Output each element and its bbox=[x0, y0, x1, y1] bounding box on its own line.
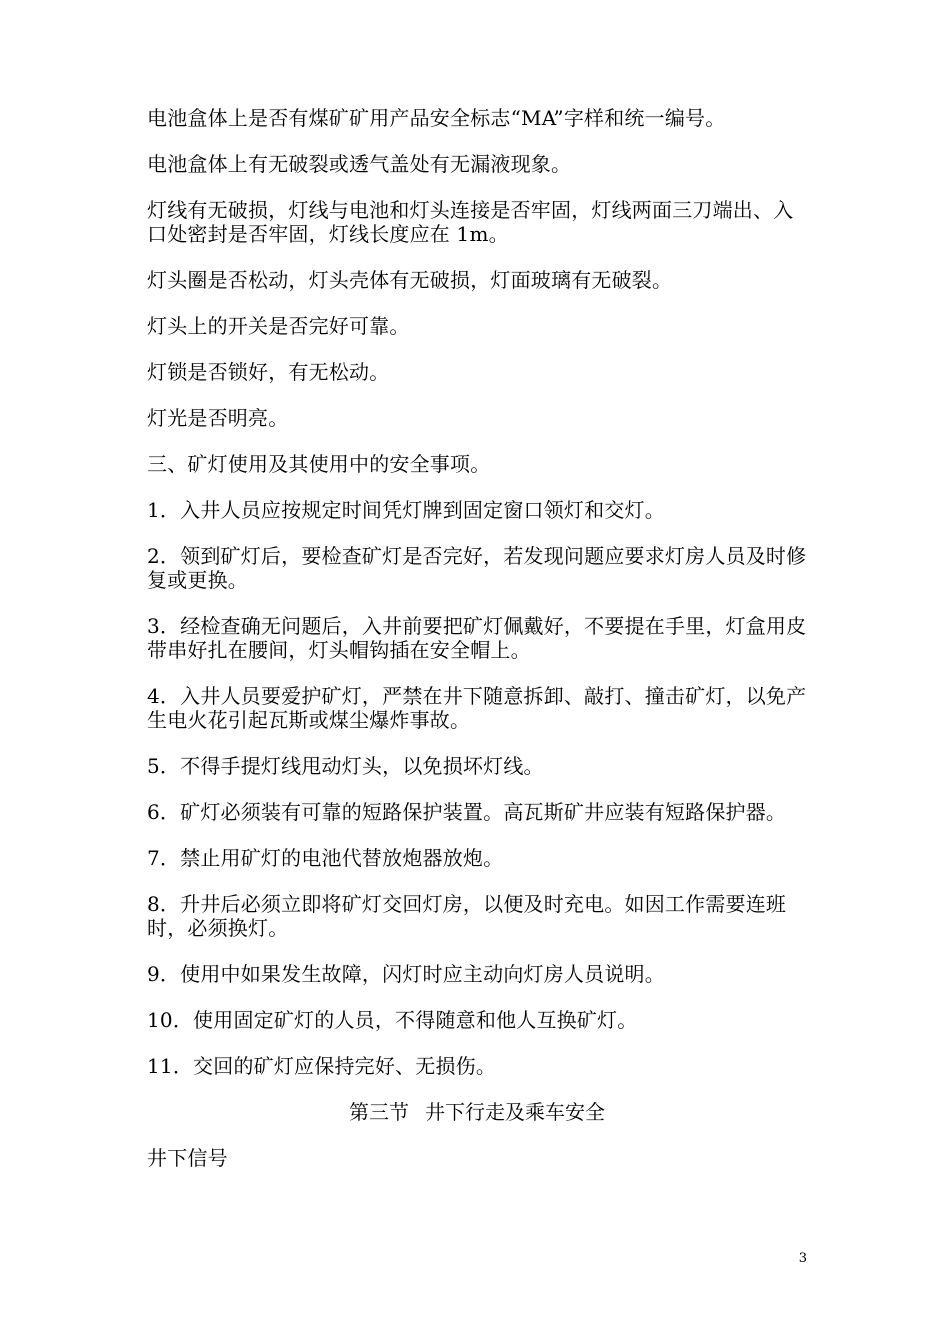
page-number: 3 bbox=[798, 1251, 807, 1266]
list-item-5: 5．不得手提灯线甩动灯头，以免损坏灯线。 bbox=[147, 754, 544, 778]
list-item-8: 8．升井后必须立即将矿灯交回灯房，以便及时充电。如因工作需要连班时，必须换灯。 bbox=[147, 892, 787, 940]
paragraph-underground-signal: 井下信号 bbox=[147, 1146, 228, 1170]
paragraph-lamp-head-ring: 灯头圈是否松动，灯头壳体有无破损，灯面玻璃有无破裂。 bbox=[147, 268, 673, 292]
list-item-1: 1．入井人员应按规定时间凭灯牌到固定窗口领灯和交灯。 bbox=[147, 498, 665, 522]
list-item-7: 7．禁止用矿灯的电池代替放炮器放炮。 bbox=[147, 846, 504, 870]
paragraph-battery-case: 电池盒体上有无破裂或透气盖处有无漏液现象。 bbox=[147, 152, 572, 176]
paragraph-lamp-cord: 灯线有无破损，灯线与电池和灯头连接是否牢固，灯线两面三刀端出、入口处密封是否牢固，灯线长度应在 1m。 bbox=[147, 198, 794, 246]
paragraph-lamp-light: 灯光是否明亮。 bbox=[147, 406, 289, 430]
paragraph-switch: 灯头上的开关是否完好可靠。 bbox=[147, 314, 410, 338]
section-heading-number: 第三节 bbox=[349, 1100, 409, 1124]
section-heading bbox=[147, 1100, 807, 1124]
paragraph-ma-mark: 电池盒体上是否有煤矿矿用产品安全标志“MA”字样和统一编号。 bbox=[147, 106, 726, 130]
list-item-9: 9．使用中如果发生故障，闪灯时应主动向灯房人员说明。 bbox=[147, 962, 665, 986]
list-item-10: 10．使用固定矿灯的人员，不得随意和他人互换矿灯。 bbox=[147, 1008, 638, 1032]
paragraph-lamp-lock: 灯锁是否锁好，有无松动。 bbox=[147, 360, 390, 384]
paragraph-section-three-title: 三、矿灯使用及其使用中的安全事项。 bbox=[147, 452, 491, 476]
list-item-6: 6．矿灯必须装有可靠的短路保护装置。高瓦斯矿井应装有短路保护器。 bbox=[147, 800, 787, 824]
list-item-3: 3．经检查确无问题后，入井前要把矿灯佩戴好，不要提在手里，灯盒用皮带串好扎在腰间，灯头帽钩插在安全帽上。 bbox=[147, 614, 807, 662]
list-item-4: 4．入井人员要爱护矿灯，严禁在井下随意拆卸、敲打、撞击矿灯，以免产生电火花引起瓦斯或煤尘爆炸事故。 bbox=[147, 684, 807, 732]
list-item-2: 2．领到矿灯后，要检查矿灯是否完好，若发现问题应要求灯房人员及时修复或更换。 bbox=[147, 544, 807, 592]
section-heading-title: 井下行走及乘车安全 bbox=[425, 1100, 605, 1124]
page-content bbox=[147, 106, 807, 1192]
list-item-11: 11．交回的矿灯应保持完好、无损伤。 bbox=[147, 1054, 497, 1078]
